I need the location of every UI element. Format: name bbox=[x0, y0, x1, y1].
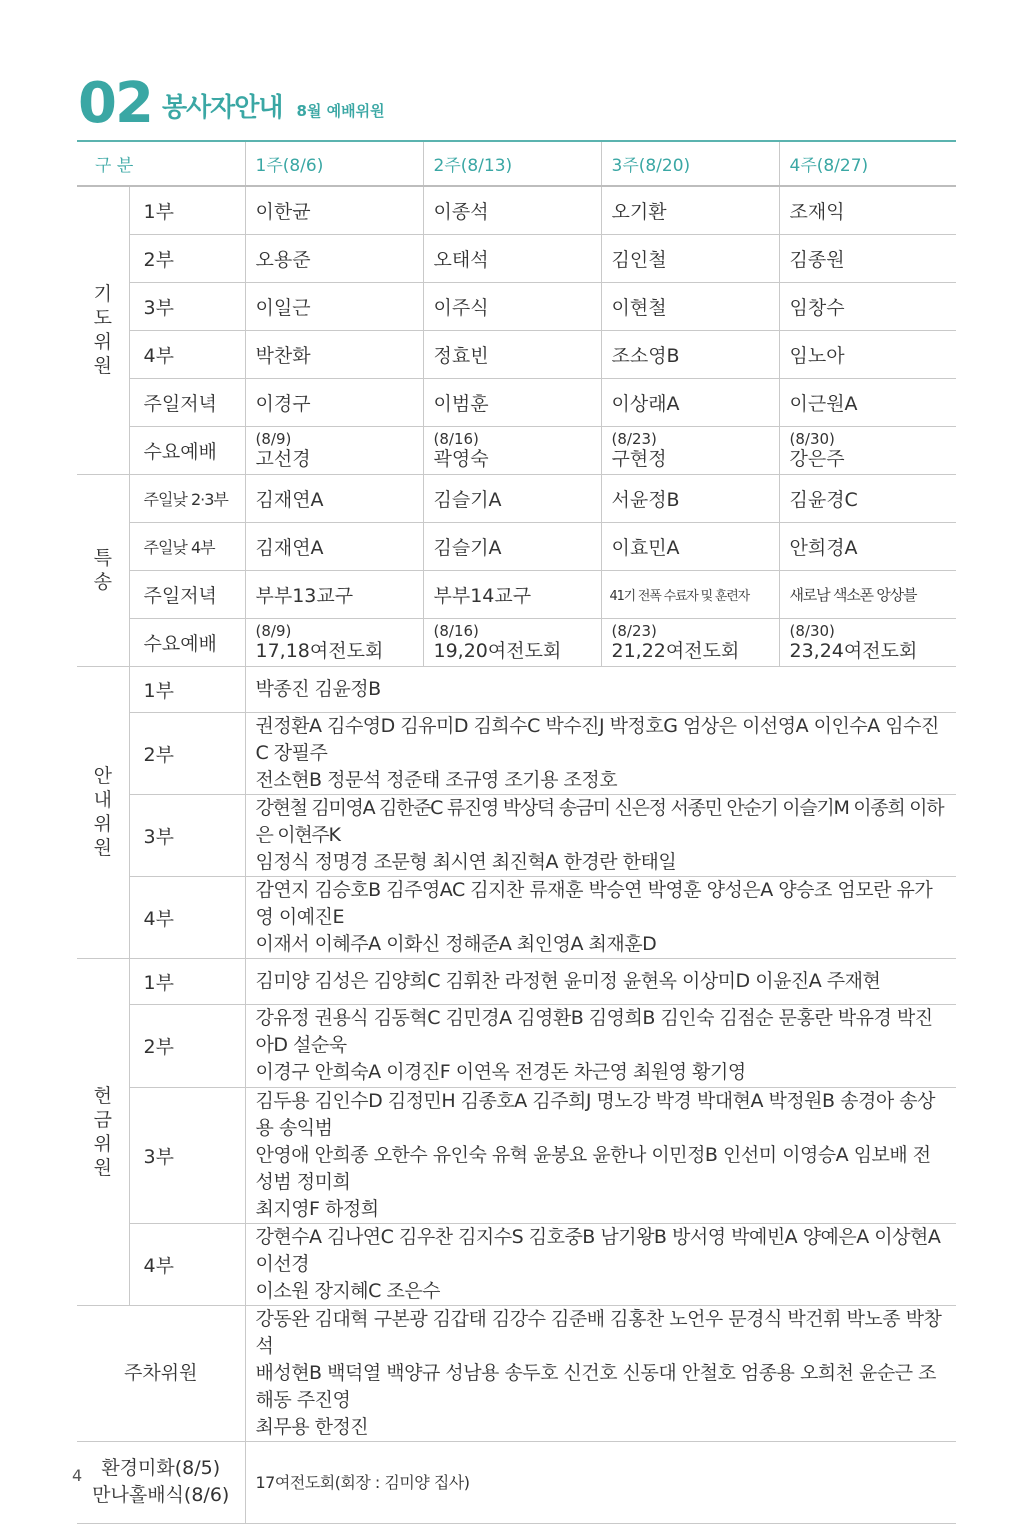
cell-name: 19,20여전도회 bbox=[433, 640, 562, 662]
row-label: 주일낮 2·3부 bbox=[129, 474, 245, 522]
row-label: 4부 bbox=[129, 1223, 245, 1305]
name-list: 감연지 김승호B 김주영AC 김지찬 류재훈 박승연 박영훈 양성은A 양승조 엄모란 유가영 이예진E 이재서 이혜주A 이화신 정해준A 최인영A 최재훈D bbox=[245, 876, 956, 958]
row-label: 1부 bbox=[129, 666, 245, 712]
cell-name: 21,22여전도회 bbox=[611, 640, 740, 662]
row-label: 1부 bbox=[129, 958, 245, 1004]
table-cell: 김윤경C bbox=[779, 474, 956, 522]
table-cell bbox=[779, 618, 956, 666]
table-cell: 김슬기A bbox=[423, 522, 601, 570]
week-header: 1주(8/6) bbox=[245, 141, 423, 186]
table-cell: 김재연A bbox=[245, 522, 423, 570]
table-cell: 부부13교구 bbox=[245, 570, 423, 618]
table-cell: 임창수 bbox=[779, 282, 956, 330]
table-cell: 오용준 bbox=[245, 234, 423, 282]
table-cell: 이효민A bbox=[601, 522, 779, 570]
table-row bbox=[77, 618, 956, 666]
table-row bbox=[77, 426, 956, 474]
table-cell bbox=[779, 426, 956, 474]
week-header: 2주(8/13) bbox=[423, 141, 601, 186]
cell-name: 강은주 bbox=[789, 448, 845, 470]
cell-date: (8/30) bbox=[789, 622, 835, 640]
row-label: 3부 bbox=[129, 282, 245, 330]
page-number: 4 bbox=[72, 1466, 83, 1485]
section-number: 02 bbox=[78, 71, 152, 136]
cell-date: (8/16) bbox=[433, 622, 479, 640]
cell-date: (8/9) bbox=[255, 430, 292, 448]
table-row bbox=[77, 712, 956, 794]
row-label: 1부 bbox=[129, 186, 245, 234]
table-row bbox=[77, 876, 956, 958]
env-text: 17여전도회(회장 : 김미양 집사) bbox=[245, 1441, 956, 1523]
table-row bbox=[77, 186, 956, 234]
table-cell: 조소영B bbox=[601, 330, 779, 378]
table-cell: 이한균 bbox=[245, 186, 423, 234]
table-row bbox=[77, 1441, 956, 1523]
table-row bbox=[77, 1305, 956, 1441]
name-list: 박종진 김윤정B bbox=[245, 666, 956, 712]
table-cell bbox=[245, 426, 423, 474]
row-label: 수요예배 bbox=[129, 426, 245, 474]
volunteer-table bbox=[77, 140, 956, 1524]
table-cell: 조재익 bbox=[779, 186, 956, 234]
cell-date: (8/23) bbox=[611, 622, 657, 640]
cell-name: 구현정 bbox=[611, 448, 667, 470]
table-cell: 정효빈 bbox=[423, 330, 601, 378]
group-label-offering: 헌금위원 bbox=[77, 958, 129, 1305]
table-cell: 이현철 bbox=[601, 282, 779, 330]
table-cell bbox=[601, 570, 779, 618]
table-cell: 김재연A bbox=[245, 474, 423, 522]
table-row bbox=[77, 378, 956, 426]
table-cell: 김종원 bbox=[779, 234, 956, 282]
table-cell: 오태석 bbox=[423, 234, 601, 282]
table-row bbox=[77, 958, 956, 1004]
table-header-row bbox=[77, 141, 956, 186]
name-list: 강현수A 김나연C 김우찬 김지수S 김호중B 남기왕B 방서영 박예빈A 양예은A 이상현A 이선경 이소원 장지혜C 조은수 bbox=[245, 1223, 956, 1305]
table-cell: 이일근 bbox=[245, 282, 423, 330]
table-row bbox=[77, 282, 956, 330]
table-cell: 김슬기A bbox=[423, 474, 601, 522]
table-cell: 이주식 bbox=[423, 282, 601, 330]
table-cell: 이상래A bbox=[601, 378, 779, 426]
table-row bbox=[77, 1004, 956, 1087]
name-list: 강현철 김미영A 김한준C 류진영 박상덕 송금미 신은정 서종민 안순기 이슬기M 이종희 이하은 이현주K 임정식 정명경 조문형 최시연 최진혁A 한경란 한태일 bbox=[245, 794, 956, 876]
table-cell bbox=[423, 618, 601, 666]
row-label: 3부 bbox=[129, 794, 245, 876]
name-list: 강유정 권용식 김동혁C 김민경A 김영환B 김영희B 김인숙 김점순 문홍란 박유경 박진아D 설순욱 이경구 안희숙A 이경진F 이연옥 전경돈 차근영 최원영 황기영 bbox=[245, 1004, 956, 1087]
section-title: 봉사자안내 bbox=[161, 93, 283, 123]
row-label: 수요예배 bbox=[129, 618, 245, 666]
table-cell: 이범훈 bbox=[423, 378, 601, 426]
row-label: 주일저녁 bbox=[129, 570, 245, 618]
table-cell: 김인철 bbox=[601, 234, 779, 282]
table-cell bbox=[245, 618, 423, 666]
table-cell: 안희경A bbox=[779, 522, 956, 570]
cell-name: 23,24여전도회 bbox=[789, 640, 918, 662]
table-cell: 임노아 bbox=[779, 330, 956, 378]
table-cell: 이경구 bbox=[245, 378, 423, 426]
group-label-prayer: 기도위원 bbox=[77, 186, 129, 474]
cell-date: (8/30) bbox=[789, 430, 835, 448]
table-row bbox=[77, 666, 956, 712]
row-label: 2부 bbox=[129, 712, 245, 794]
name-list: 김미양 김성은 김양희C 김휘찬 라정현 윤미정 윤현옥 이상미D 이윤진A 주재현 bbox=[245, 958, 956, 1004]
cell-date: (8/16) bbox=[433, 430, 479, 448]
row-label: 3부 bbox=[129, 1087, 245, 1223]
table-cell: 이종석 bbox=[423, 186, 601, 234]
table-cell: 서윤정B bbox=[601, 474, 779, 522]
row-label: 주일저녁 bbox=[129, 378, 245, 426]
table-cell: 박찬화 bbox=[245, 330, 423, 378]
parking-label: 주차위원 bbox=[77, 1305, 245, 1441]
name-list: 권정환A 김수영D 김유미D 김희수C 박수진J 박정호G 엄상은 이선영A 이인수A 임수진C 장필주 전소현B 정문석 정준태 조규영 조기용 조정호 bbox=[245, 712, 956, 794]
cell-date: (8/9) bbox=[255, 622, 292, 640]
row-label: 주일낮 4부 bbox=[129, 522, 245, 570]
group-label-special: 특송 bbox=[77, 474, 129, 666]
section-header bbox=[78, 71, 385, 136]
table-cell bbox=[601, 426, 779, 474]
cell-name: 고선경 bbox=[255, 448, 311, 470]
corner-label: 구 분 bbox=[77, 141, 245, 186]
table-row bbox=[77, 522, 956, 570]
section-subtitle: 8월 예배위원 bbox=[296, 102, 385, 120]
table-row bbox=[77, 794, 956, 876]
row-label: 2부 bbox=[129, 234, 245, 282]
table-cell: 오기환 bbox=[601, 186, 779, 234]
table-row bbox=[77, 1087, 956, 1223]
table-cell: 이근원A bbox=[779, 378, 956, 426]
row-label: 4부 bbox=[129, 330, 245, 378]
name-list: 김두용 김인수D 김정민H 김종호A 김주희J 명노강 박경 박대현A 박정원B 송경아 송상용 송익범 안영애 안희종 오한수 유인숙 유혁 윤봉요 윤한나 이민정B 인선미 이영승A 임보배 전성범 정미희 최지영F 하정희 bbox=[245, 1087, 956, 1223]
table-cell: 부부14교구 bbox=[423, 570, 601, 618]
table-cell bbox=[601, 618, 779, 666]
table-cell bbox=[779, 570, 956, 618]
week-header: 4주(8/27) bbox=[779, 141, 956, 186]
cell-name: 17,18여전도회 bbox=[255, 640, 384, 662]
table-row bbox=[77, 1223, 956, 1305]
table-row bbox=[77, 234, 956, 282]
cell-text: 새로남 색소폰 앙상블 bbox=[789, 585, 917, 604]
table-row bbox=[77, 474, 956, 522]
table-row bbox=[77, 330, 956, 378]
table-row bbox=[77, 570, 956, 618]
week-header: 3주(8/20) bbox=[601, 141, 779, 186]
cell-name: 곽영숙 bbox=[433, 448, 489, 470]
env-label: 환경미화(8/5) 만나홀배식(8/6) bbox=[77, 1441, 245, 1523]
group-label-usher: 안내위원 bbox=[77, 666, 129, 958]
table-cell bbox=[423, 426, 601, 474]
row-label: 2부 bbox=[129, 1004, 245, 1087]
cell-date: (8/23) bbox=[611, 430, 657, 448]
row-label: 4부 bbox=[129, 876, 245, 958]
cell-text: 41기 전폭 수료자 및 훈련자 bbox=[609, 588, 749, 604]
name-list: 강동완 김대혁 구본광 김갑태 김강수 김준배 김홍찬 노언우 문경식 박건휘 박노종 박창석 배성현B 백덕열 백양규 성남용 송두호 신건호 신동대 안철호 엄종용 오희천 윤순근 조해동 주진영 최무용 한정진 bbox=[245, 1305, 956, 1441]
